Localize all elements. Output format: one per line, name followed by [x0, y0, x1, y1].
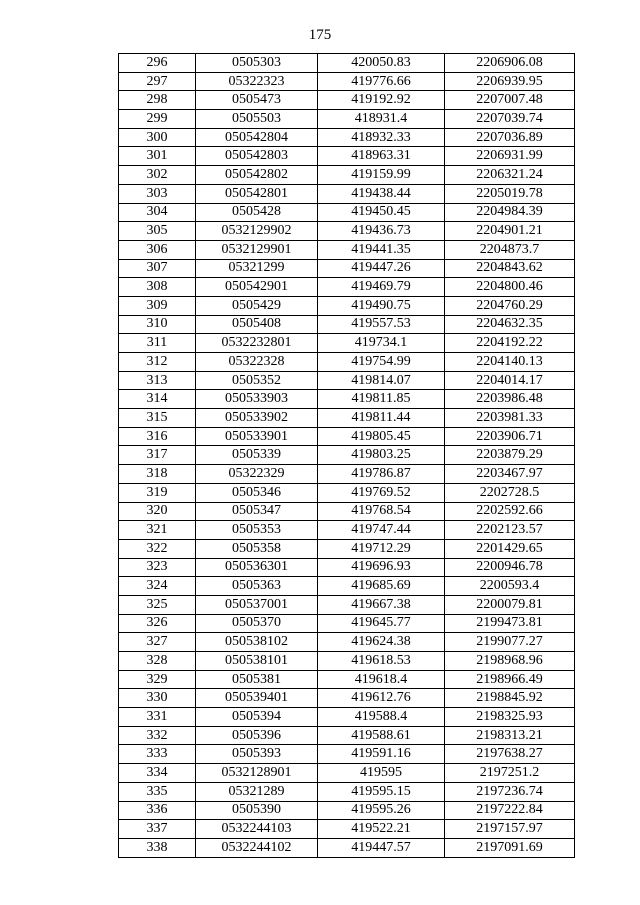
- x-coordinate-cell: 419747.44: [318, 521, 445, 540]
- row-number-cell: 324: [119, 577, 196, 596]
- y-coordinate-cell: 2204843.62: [445, 259, 575, 278]
- x-coordinate-cell: 419436.73: [318, 222, 445, 241]
- table-row: [119, 110, 575, 129]
- y-coordinate-cell: 2206321.24: [445, 166, 575, 185]
- x-coordinate-cell: 419557.53: [318, 315, 445, 334]
- point-id-cell: 050533901: [196, 427, 318, 446]
- x-coordinate-cell: 419159.99: [318, 166, 445, 185]
- row-number-cell: 330: [119, 689, 196, 708]
- y-coordinate-cell: 2197091.69: [445, 838, 575, 857]
- x-coordinate-cell: 419595: [318, 764, 445, 783]
- x-coordinate-cell: 419814.07: [318, 371, 445, 390]
- x-coordinate-cell: 419450.45: [318, 203, 445, 222]
- x-coordinate-cell: 419447.26: [318, 259, 445, 278]
- point-id-cell: 0505353: [196, 521, 318, 540]
- y-coordinate-cell: 2205019.78: [445, 184, 575, 203]
- row-number-cell: 328: [119, 652, 196, 671]
- row-number-cell: 310: [119, 315, 196, 334]
- point-id-cell: 050542801: [196, 184, 318, 203]
- point-id-cell: 0505358: [196, 539, 318, 558]
- point-id-cell: 050533903: [196, 390, 318, 409]
- table-row: [119, 390, 575, 409]
- x-coordinate-cell: 419811.44: [318, 409, 445, 428]
- x-coordinate-cell: 419591.16: [318, 745, 445, 764]
- row-number-cell: 302: [119, 166, 196, 185]
- table-row: [119, 782, 575, 801]
- point-id-cell: 05322329: [196, 465, 318, 484]
- x-coordinate-cell: 419618.53: [318, 652, 445, 671]
- x-coordinate-cell: 419712.29: [318, 539, 445, 558]
- y-coordinate-cell: 2200079.81: [445, 595, 575, 614]
- y-coordinate-cell: 2201429.65: [445, 539, 575, 558]
- table-row: [119, 222, 575, 241]
- point-id-cell: 0505381: [196, 670, 318, 689]
- y-coordinate-cell: 2197638.27: [445, 745, 575, 764]
- row-number-cell: 319: [119, 483, 196, 502]
- table-row: [119, 353, 575, 372]
- point-id-cell: 050536301: [196, 558, 318, 577]
- x-coordinate-cell: 419696.93: [318, 558, 445, 577]
- point-id-cell: 0505396: [196, 726, 318, 745]
- x-coordinate-cell: 419769.52: [318, 483, 445, 502]
- x-coordinate-cell: 419192.92: [318, 91, 445, 110]
- y-coordinate-cell: 2206906.08: [445, 54, 575, 73]
- y-coordinate-cell: 2197157.97: [445, 820, 575, 839]
- row-number-cell: 313: [119, 371, 196, 390]
- point-id-cell: 0532244102: [196, 838, 318, 857]
- x-coordinate-cell: 419595.15: [318, 782, 445, 801]
- row-number-cell: 307: [119, 259, 196, 278]
- table-row: [119, 465, 575, 484]
- point-id-cell: 05321289: [196, 782, 318, 801]
- x-coordinate-cell: 419490.75: [318, 296, 445, 315]
- y-coordinate-cell: 2204632.35: [445, 315, 575, 334]
- y-coordinate-cell: 2200946.78: [445, 558, 575, 577]
- point-id-cell: 050542901: [196, 278, 318, 297]
- x-coordinate-cell: 418931.4: [318, 110, 445, 129]
- y-coordinate-cell: 2199077.27: [445, 633, 575, 652]
- row-number-cell: 325: [119, 595, 196, 614]
- y-coordinate-cell: 2202728.5: [445, 483, 575, 502]
- y-coordinate-cell: 2203986.48: [445, 390, 575, 409]
- point-id-cell: 0532129902: [196, 222, 318, 241]
- row-number-cell: 333: [119, 745, 196, 764]
- x-coordinate-cell: 419469.79: [318, 278, 445, 297]
- x-coordinate-cell: 419667.38: [318, 595, 445, 614]
- table-row: [119, 838, 575, 857]
- table-row: [119, 240, 575, 259]
- y-coordinate-cell: 2202592.66: [445, 502, 575, 521]
- y-coordinate-cell: 2207036.89: [445, 128, 575, 147]
- y-coordinate-cell: 2203879.29: [445, 446, 575, 465]
- page-number: 175: [308, 27, 332, 43]
- table-row: [119, 446, 575, 465]
- row-number-cell: 336: [119, 801, 196, 820]
- row-number-cell: 300: [119, 128, 196, 147]
- row-number-cell: 332: [119, 726, 196, 745]
- y-coordinate-cell: 2204800.46: [445, 278, 575, 297]
- row-number-cell: 321: [119, 521, 196, 540]
- table-row: [119, 128, 575, 147]
- row-number-cell: 337: [119, 820, 196, 839]
- table-row: [119, 708, 575, 727]
- row-number-cell: 306: [119, 240, 196, 259]
- row-number-cell: 317: [119, 446, 196, 465]
- y-coordinate-cell: 2197222.84: [445, 801, 575, 820]
- table-row: [119, 296, 575, 315]
- point-id-cell: 0505503: [196, 110, 318, 129]
- point-id-cell: 0505347: [196, 502, 318, 521]
- x-coordinate-cell: 419768.54: [318, 502, 445, 521]
- point-id-cell: 050537001: [196, 595, 318, 614]
- table-row: [119, 147, 575, 166]
- point-id-cell: 050542803: [196, 147, 318, 166]
- x-coordinate-cell: 420050.83: [318, 54, 445, 73]
- y-coordinate-cell: 2197236.74: [445, 782, 575, 801]
- y-coordinate-cell: 2200593.4: [445, 577, 575, 596]
- y-coordinate-cell: 2203906.71: [445, 427, 575, 446]
- table-row: [119, 595, 575, 614]
- row-number-cell: 305: [119, 222, 196, 241]
- x-coordinate-cell: 419441.35: [318, 240, 445, 259]
- point-id-cell: 050542802: [196, 166, 318, 185]
- point-id-cell: 0532129901: [196, 240, 318, 259]
- point-id-cell: 0505394: [196, 708, 318, 727]
- row-number-cell: 316: [119, 427, 196, 446]
- table-row: [119, 334, 575, 353]
- point-id-cell: 05322323: [196, 72, 318, 91]
- point-id-cell: 05322328: [196, 353, 318, 372]
- row-number-cell: 320: [119, 502, 196, 521]
- row-number-cell: 338: [119, 838, 196, 857]
- y-coordinate-cell: 2204901.21: [445, 222, 575, 241]
- table-row: [119, 483, 575, 502]
- table-row: [119, 521, 575, 540]
- row-number-cell: 308: [119, 278, 196, 297]
- table-row: [119, 689, 575, 708]
- point-id-cell: 0505303: [196, 54, 318, 73]
- point-id-cell: 0505393: [196, 745, 318, 764]
- x-coordinate-cell: 419754.99: [318, 353, 445, 372]
- table-row: [119, 577, 575, 596]
- x-coordinate-cell: 419438.44: [318, 184, 445, 203]
- point-id-cell: 050539401: [196, 689, 318, 708]
- row-number-cell: 309: [119, 296, 196, 315]
- row-number-cell: 298: [119, 91, 196, 110]
- x-coordinate-cell: 419624.38: [318, 633, 445, 652]
- table-row: [119, 764, 575, 783]
- x-coordinate-cell: 418932.33: [318, 128, 445, 147]
- row-number-cell: 318: [119, 465, 196, 484]
- y-coordinate-cell: 2206931.99: [445, 147, 575, 166]
- row-number-cell: 314: [119, 390, 196, 409]
- point-id-cell: 0532232801: [196, 334, 318, 353]
- row-number-cell: 322: [119, 539, 196, 558]
- x-coordinate-cell: 419588.4: [318, 708, 445, 727]
- x-coordinate-cell: 419803.25: [318, 446, 445, 465]
- x-coordinate-cell: 419588.61: [318, 726, 445, 745]
- table-row: [119, 184, 575, 203]
- row-number-cell: 335: [119, 782, 196, 801]
- x-coordinate-cell: 419805.45: [318, 427, 445, 446]
- table-row: [119, 539, 575, 558]
- x-coordinate-cell: 419811.85: [318, 390, 445, 409]
- point-id-cell: 050538101: [196, 652, 318, 671]
- table-row: [119, 54, 575, 73]
- row-number-cell: 331: [119, 708, 196, 727]
- table-row: [119, 801, 575, 820]
- y-coordinate-cell: 2204014.17: [445, 371, 575, 390]
- table-row: [119, 502, 575, 521]
- coordinates-table-body: [119, 54, 575, 858]
- y-coordinate-cell: 2202123.57: [445, 521, 575, 540]
- point-id-cell: 0505429: [196, 296, 318, 315]
- table-row: [119, 278, 575, 297]
- row-number-cell: 304: [119, 203, 196, 222]
- point-id-cell: 0505473: [196, 91, 318, 110]
- row-number-cell: 301: [119, 147, 196, 166]
- point-id-cell: 0505352: [196, 371, 318, 390]
- x-coordinate-cell: 419612.76: [318, 689, 445, 708]
- point-id-cell: 0505363: [196, 577, 318, 596]
- y-coordinate-cell: 2198845.92: [445, 689, 575, 708]
- row-number-cell: 323: [119, 558, 196, 577]
- x-coordinate-cell: 419734.1: [318, 334, 445, 353]
- y-coordinate-cell: 2197251.2: [445, 764, 575, 783]
- x-coordinate-cell: 419618.4: [318, 670, 445, 689]
- table-row: [119, 72, 575, 91]
- x-coordinate-cell: 418963.31: [318, 147, 445, 166]
- table-row: [119, 371, 575, 390]
- point-id-cell: 050542804: [196, 128, 318, 147]
- x-coordinate-cell: 419595.26: [318, 801, 445, 820]
- point-id-cell: 0532244103: [196, 820, 318, 839]
- row-number-cell: 296: [119, 54, 196, 73]
- row-number-cell: 303: [119, 184, 196, 203]
- point-id-cell: 0505390: [196, 801, 318, 820]
- x-coordinate-cell: 419522.21: [318, 820, 445, 839]
- row-number-cell: 312: [119, 353, 196, 372]
- y-coordinate-cell: 2203467.97: [445, 465, 575, 484]
- table-row: [119, 203, 575, 222]
- point-id-cell: 0505346: [196, 483, 318, 502]
- y-coordinate-cell: 2207039.74: [445, 110, 575, 129]
- y-coordinate-cell: 2204760.29: [445, 296, 575, 315]
- x-coordinate-cell: 419645.77: [318, 614, 445, 633]
- y-coordinate-cell: 2206939.95: [445, 72, 575, 91]
- y-coordinate-cell: 2198966.49: [445, 670, 575, 689]
- y-coordinate-cell: 2203981.33: [445, 409, 575, 428]
- table-row: [119, 166, 575, 185]
- y-coordinate-cell: 2207007.48: [445, 91, 575, 110]
- x-coordinate-cell: 419786.87: [318, 465, 445, 484]
- x-coordinate-cell: 419447.57: [318, 838, 445, 857]
- x-coordinate-cell: 419776.66: [318, 72, 445, 91]
- table-row: [119, 315, 575, 334]
- table-row: [119, 614, 575, 633]
- y-coordinate-cell: 2199473.81: [445, 614, 575, 633]
- point-id-cell: 0532128901: [196, 764, 318, 783]
- table-row: [119, 409, 575, 428]
- row-number-cell: 315: [119, 409, 196, 428]
- table-row: [119, 670, 575, 689]
- row-number-cell: 329: [119, 670, 196, 689]
- point-id-cell: 0505370: [196, 614, 318, 633]
- row-number-cell: 334: [119, 764, 196, 783]
- table-row: [119, 745, 575, 764]
- y-coordinate-cell: 2204873.7: [445, 240, 575, 259]
- table-row: [119, 427, 575, 446]
- row-number-cell: 311: [119, 334, 196, 353]
- table-row: [119, 558, 575, 577]
- table-row: [119, 726, 575, 745]
- point-id-cell: 0505339: [196, 446, 318, 465]
- point-id-cell: 0505428: [196, 203, 318, 222]
- y-coordinate-cell: 2204984.39: [445, 203, 575, 222]
- table-row: [119, 633, 575, 652]
- y-coordinate-cell: 2204140.13: [445, 353, 575, 372]
- table-row: [119, 820, 575, 839]
- y-coordinate-cell: 2198325.93: [445, 708, 575, 727]
- point-id-cell: 0505408: [196, 315, 318, 334]
- table-row: [119, 652, 575, 671]
- table-row: [119, 91, 575, 110]
- row-number-cell: 327: [119, 633, 196, 652]
- y-coordinate-cell: 2198968.96: [445, 652, 575, 671]
- table-row: [119, 259, 575, 278]
- row-number-cell: 297: [119, 72, 196, 91]
- coordinates-table: [118, 53, 575, 858]
- y-coordinate-cell: 2198313.21: [445, 726, 575, 745]
- point-id-cell: 050538102: [196, 633, 318, 652]
- y-coordinate-cell: 2204192.22: [445, 334, 575, 353]
- point-id-cell: 05321299: [196, 259, 318, 278]
- point-id-cell: 050533902: [196, 409, 318, 428]
- row-number-cell: 299: [119, 110, 196, 129]
- x-coordinate-cell: 419685.69: [318, 577, 445, 596]
- row-number-cell: 326: [119, 614, 196, 633]
